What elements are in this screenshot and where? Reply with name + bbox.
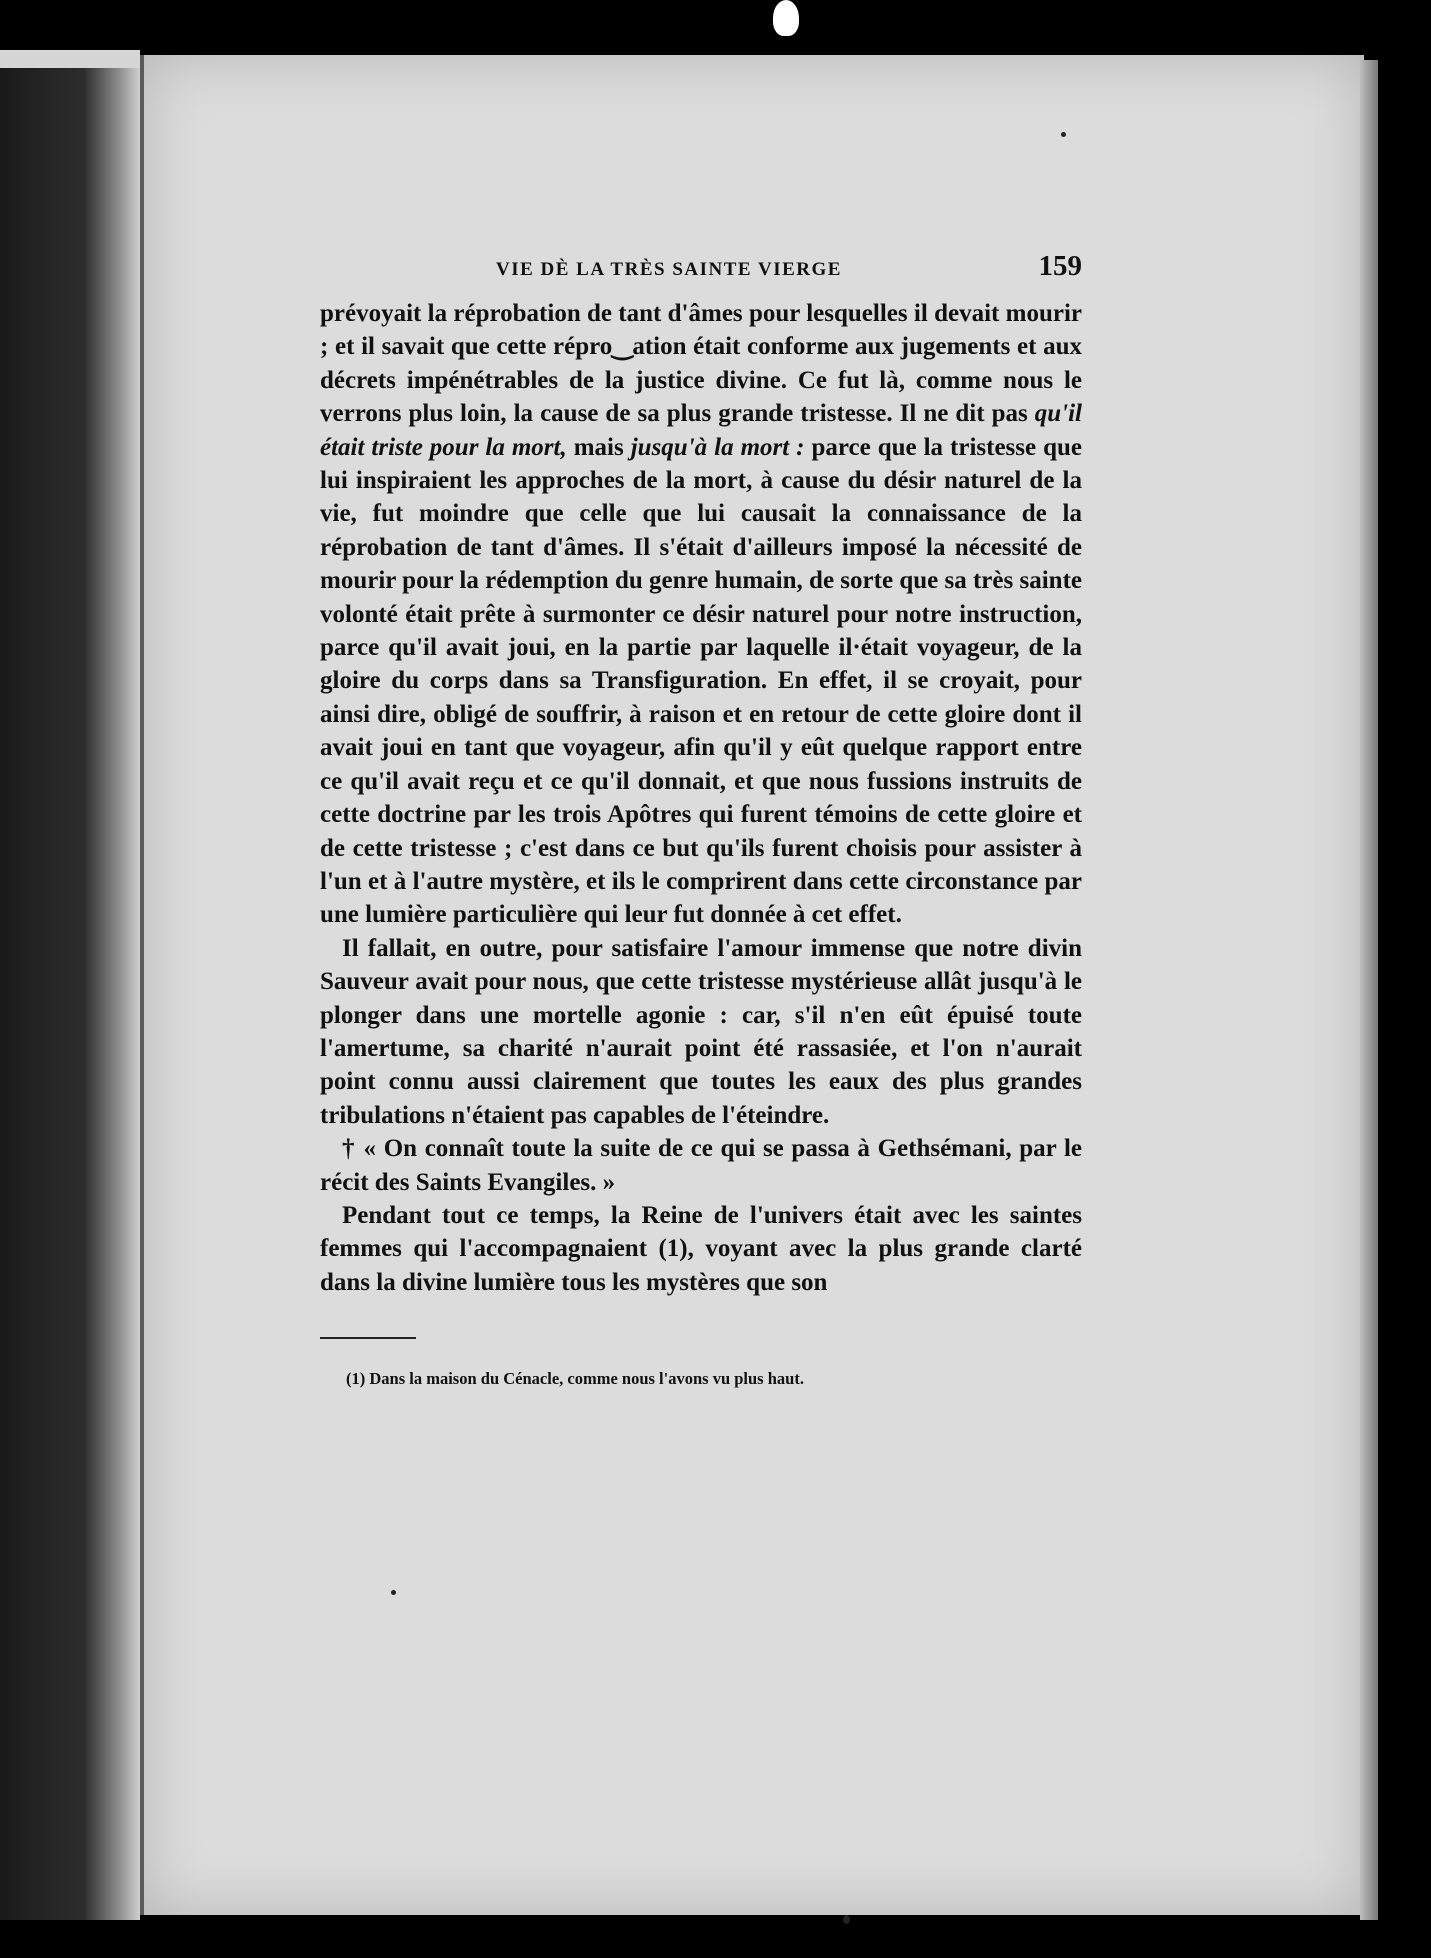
page-text-block xyxy=(320,250,1082,1389)
running-title: VIE DÈ LA TRÈS SAINTE VIERGE xyxy=(496,259,842,280)
text-run: prévoyait la réprobation de tant d'âmes pour lesquelles il devait mourir ; et il savait que cette répro‿ation était conforme aux jugements et aux décrets impénétrables de la justice divine. Ce fut là, comme nous le verrons plus loin, la cause de sa plus grande tristesse. Il ne dit pas xyxy=(320,300,1082,428)
scan-artifact xyxy=(773,0,799,36)
text-run: mais xyxy=(566,433,631,461)
page-edge-shadow xyxy=(1360,60,1378,1920)
running-header xyxy=(320,250,1082,283)
footnote: (1) Dans la maison du Cénacle, comme nous l'avons vu plus haut. xyxy=(346,1369,804,1389)
text-run: parce que la tristesse que lui inspiraient les approches de la mort, à cause du désir naturel de la vie, fut moindre que celle que lui causait la connaissance de la réprobation de tant d'âmes. Il s'était d'ailleurs imposé la nécessité de mourir pour la rédemption du genre humain, de sorte que sa très sainte volonté était prête à surmonter ce désir naturel pour notre instruction, parce qu'il avait joui, en la partie par laquelle il·était voyageur, de la gloire du corps dans sa Transfiguration. En effet, il se croyait, pour ainsi dire, obligé de souffrir, à raison et en retour de cette gloire dont il avait joui en tant que voyageur, afin qu'il y eût quelque rapport entre ce qu'il avait reçu et ce qu'il donnait, et que nous fussions instruits de cette doctrine par les trois Apôtres qui furent témoins de cette gloire et de cette tristesse ; c'est dans ce but qu'ils furent choisis pour assister à l'un et à l'autre mystère, et ils le comprirent dans cette circonstance par une lumière particulière qui leur fut donnée à cet effet. xyxy=(320,433,1082,929)
scan-speck xyxy=(843,1915,850,1924)
page-number: 159 xyxy=(1038,250,1082,282)
facing-page-edge xyxy=(0,50,140,1920)
paragraph xyxy=(320,297,1082,932)
footnote-rule xyxy=(320,1337,416,1339)
scan-speck xyxy=(1061,132,1066,137)
paragraph: Pendant tout ce temps, la Reine de l'univers était avec les saintes femmes qui l'accompagnaient (1), voyant avec la plus grande clarté dans la divine lumière tous les mystères que son xyxy=(320,1201,1082,1296)
scan-speck xyxy=(391,1590,396,1595)
paragraph: Il fallait, en outre, pour satisfaire l'amour immense que notre divin Sauveur avait pour nous, que cette tristesse mystérieuse allât jusqu'à le plonger dans une mortelle agonie : car, s'il n'en eût épuisé toute l'amertume, sa charité n'aurait point été rassasiée, et l'on n'aurait point connu aussi clairement que toutes les eaux des plus grandes tribulations n'étaient pas capables de l'éteindre. xyxy=(320,934,1082,1129)
paragraph: † « On connaît toute la suite de ce qui se passa à Gethsémani, par le récit des Saints Evangiles. » xyxy=(320,1135,1082,1196)
italic-quote: jusqu'à la mort : xyxy=(630,433,805,461)
body-text xyxy=(320,297,1082,1299)
italic-quote: qu'il était triste pour la mort, xyxy=(320,400,1082,461)
